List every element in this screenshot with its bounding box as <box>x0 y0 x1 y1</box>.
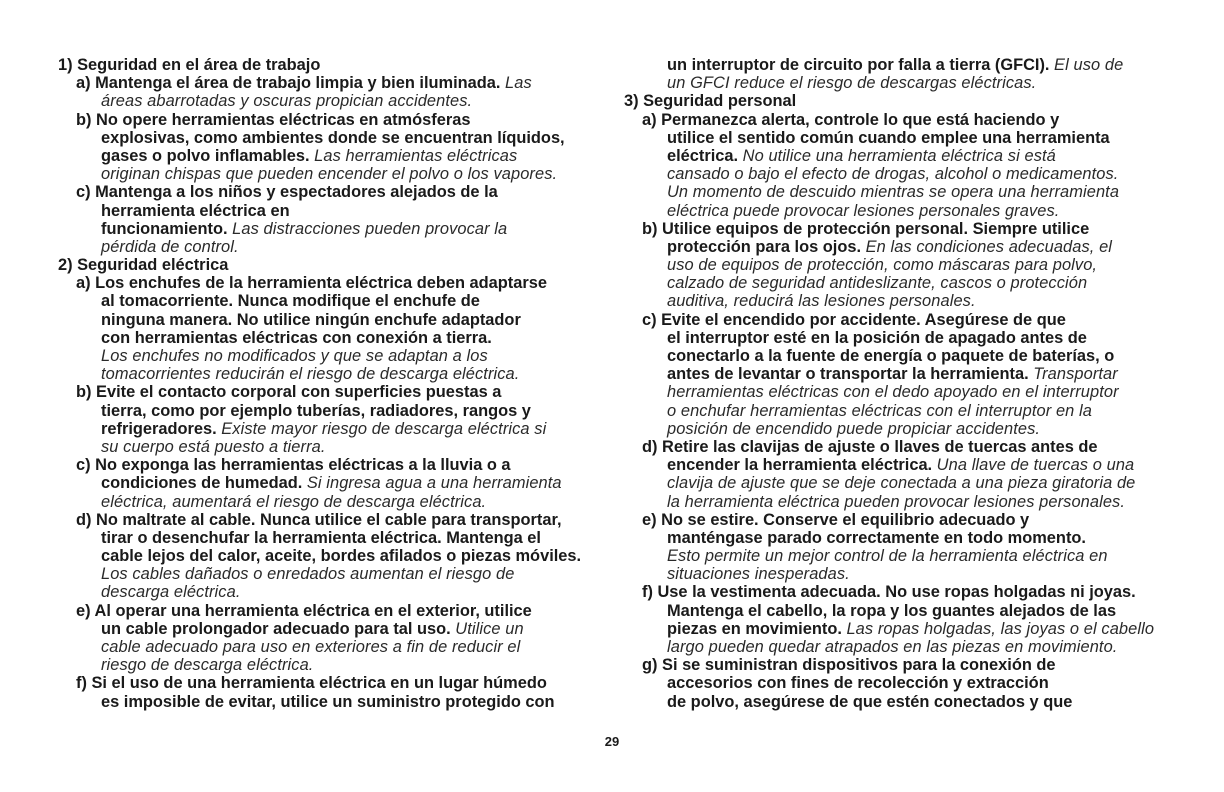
italic-text: situaciones inesperadas. <box>667 565 850 584</box>
text-line <box>58 620 618 638</box>
text-line <box>624 311 1184 329</box>
text-line <box>58 474 618 492</box>
text-line <box>58 183 618 201</box>
text-line <box>58 565 618 583</box>
text-line <box>624 547 1184 565</box>
bold-text: antes de levantar o transportar la herramienta. <box>667 365 1034 384</box>
bold-text: f) Si el uso de una herramienta eléctrica en un lugar húmedo <box>76 674 547 693</box>
bold-text: a) Los enchufes de la herramienta eléctrica deben adaptarse <box>76 274 547 293</box>
bold-text: b) Utilice equipos de protección personal. Siempre utilice <box>642 219 1090 238</box>
text-line <box>624 183 1184 201</box>
bold-text: Mantenga el cabello, la ropa y los guantes alejados de las <box>667 601 1117 620</box>
text-line <box>58 493 618 511</box>
bold-text: accesorios con fines de recolección y extracción <box>667 674 1049 693</box>
text-line <box>624 565 1184 583</box>
text-line <box>58 583 618 601</box>
italic-text: originan chispas que pueden encender el polvo o los vapores. <box>101 165 558 184</box>
italic-text: calzado de seguridad antideslizante, cascos o protección <box>667 274 1088 293</box>
italic-text: Las <box>505 74 532 93</box>
text-line <box>58 129 618 147</box>
bold-text: encender la herramienta eléctrica. <box>667 456 937 475</box>
bold-text: herramienta eléctrica en <box>101 201 290 220</box>
bold-text: al tomacorriente. Nunca modifique el enchufe de <box>101 292 480 311</box>
italic-text: Existe mayor riesgo de descarga eléctrica si <box>221 419 547 438</box>
page-number: 29 <box>604 734 620 749</box>
bold-text: cable lejos del calor, aceite, bordes afilados o piezas móviles. <box>101 547 582 566</box>
bold-text: el interruptor esté en la posición de apagado antes de <box>667 328 1087 347</box>
bold-text: d) No maltrate al cable. Nunca utilice el cable para transportar, <box>76 510 562 529</box>
bold-text: un cable prolongador adecuado para tal uso. <box>101 619 456 638</box>
bold-text: es imposible de evitar, utilice un suministro protegido con <box>101 692 555 711</box>
text-line <box>58 56 618 74</box>
text-line <box>624 474 1184 492</box>
text-line <box>624 602 1184 620</box>
text-line <box>58 202 618 220</box>
bold-text: g) Si se suministran dispositivos para la conexión de <box>642 656 1056 675</box>
bold-text: 2) Seguridad eléctrica <box>58 256 229 275</box>
text-line <box>58 147 618 165</box>
italic-text: cable adecuado para uso en exteriores a fin de reducir el <box>101 638 521 656</box>
bold-text: c) No exponga las herramientas eléctricas a la lluvia o a <box>76 456 511 475</box>
bold-text: tirar o desenchufar la herramienta eléctrica. Mantenga el <box>101 528 541 547</box>
bold-text: c) Evite el encendido por accidente. Asegúrese de que <box>642 310 1066 329</box>
text-line <box>624 347 1184 365</box>
italic-text: Si ingresa agua a una herramienta <box>306 474 562 493</box>
bold-text: condiciones de humedad. <box>101 474 307 493</box>
italic-text: Los enchufes no modificados y que se adaptan a los <box>101 347 488 365</box>
bold-text: de polvo, asegúrese de que estén conectados y que <box>667 692 1073 711</box>
text-line <box>58 438 618 456</box>
text-line <box>624 220 1184 238</box>
text-line <box>624 74 1184 92</box>
bold-text: refrigeradores. <box>101 419 222 438</box>
text-line <box>58 456 618 474</box>
italic-text: cansado o bajo el efecto de drogas, alcohol o medicamentos. <box>667 165 1119 184</box>
italic-text: clavija de ajuste que se deje conectada a una pieza giratoria de <box>667 474 1136 493</box>
text-line <box>624 456 1184 474</box>
bold-text: eléctrica. <box>667 146 743 165</box>
text-line <box>624 365 1184 383</box>
text-line <box>624 92 1184 110</box>
text-line <box>58 420 618 438</box>
text-line <box>58 602 618 620</box>
bold-text: piezas en movimiento. <box>667 619 847 638</box>
text-line <box>624 438 1184 456</box>
bold-text: protección para los ojos. <box>667 237 866 256</box>
text-line <box>624 583 1184 601</box>
italic-text: pérdida de control. <box>101 237 239 256</box>
text-line <box>58 638 618 656</box>
bold-text: d) Retire las clavijas de ajuste o llaves de tuercas antes de <box>642 437 1098 456</box>
bold-text: 3) Seguridad personal <box>624 92 797 111</box>
right-column <box>624 56 1184 711</box>
bold-text: tierra, como por ejemplo tuberías, radiadores, rangos y <box>101 401 531 420</box>
text-line <box>624 56 1184 74</box>
italic-text: riesgo de descarga eléctrica. <box>101 656 314 675</box>
text-line <box>58 292 618 310</box>
italic-text: tomacorrientes reducirán el riesgo de descarga eléctrica. <box>101 365 520 384</box>
text-line <box>624 674 1184 692</box>
text-line <box>58 274 618 292</box>
text-line <box>58 656 618 674</box>
italic-text: Las ropas holgadas, las joyas o el cabello <box>846 619 1155 638</box>
text-line <box>58 220 618 238</box>
text-line <box>58 238 618 256</box>
text-line <box>624 493 1184 511</box>
italic-text: Esto permite un mejor control de la herramienta eléctrica en <box>667 547 1108 566</box>
text-line <box>58 529 618 547</box>
text-line <box>624 656 1184 674</box>
italic-text: Las herramientas eléctricas <box>314 146 518 165</box>
italic-text: Utilice un <box>455 619 524 638</box>
italic-text: Una llave de tuercas o una <box>936 456 1135 475</box>
italic-text: El uso de <box>1054 56 1124 74</box>
text-line <box>624 620 1184 638</box>
text-line <box>624 202 1184 220</box>
text-line <box>624 529 1184 547</box>
text-line <box>58 329 618 347</box>
bold-text: conectarlo a la fuente de energía o paquete de baterías, o <box>667 347 1115 365</box>
bold-text: e) Al operar una herramienta eléctrica en el exterior, utilice <box>76 601 532 620</box>
text-line <box>624 147 1184 165</box>
italic-text: áreas abarrotadas y oscuras propician accidentes. <box>101 92 473 111</box>
bold-text: un interruptor de circuito por falla a tierra (GFCI). <box>667 56 1055 74</box>
bold-text: manténgase parado correctamente en todo momento. <box>667 528 1086 547</box>
bold-text: utilice el sentido común cuando emplee una herramienta <box>667 128 1110 147</box>
italic-text: eléctrica, aumentará el riesgo de descarga eléctrica. <box>101 492 487 511</box>
bold-text: b) No opere herramientas eléctricas en atmósferas <box>76 110 471 129</box>
text-line <box>624 693 1184 711</box>
text-line <box>624 238 1184 256</box>
bold-text: a) Permanezca alerta, controle lo que está haciendo y <box>642 110 1060 129</box>
italic-text: No utilice una herramienta eléctrica si está <box>742 146 1056 165</box>
italic-text: En las condiciones adecuadas, el <box>865 237 1113 256</box>
text-line <box>58 383 618 401</box>
italic-text: uso de equipos de protección, como máscaras para polvo, <box>667 256 1098 275</box>
text-line <box>624 165 1184 183</box>
text-line <box>58 674 618 692</box>
text-line <box>58 92 618 110</box>
bold-text: explosivas, como ambientes donde se encuentran líquidos, <box>101 128 565 147</box>
text-line <box>624 420 1184 438</box>
italic-text: posición de encendido puede propiciar accidentes. <box>667 419 1041 438</box>
bold-text: b) Evite el contacto corporal con superficies puestas a <box>76 383 502 402</box>
italic-text: Un momento de descuido mientras se opera una herramienta <box>667 183 1120 202</box>
bold-text: ninguna manera. No utilice ningún enchufe adaptador <box>101 310 521 329</box>
text-line <box>624 111 1184 129</box>
text-line <box>58 74 618 92</box>
text-line <box>58 165 618 183</box>
italic-text: descarga eléctrica. <box>101 583 241 602</box>
text-line <box>624 329 1184 347</box>
bold-text: f) Use la vestimenta adecuada. No use ropas holgadas ni joyas. <box>642 583 1136 602</box>
bold-text: gases o polvo inflamables. <box>101 146 315 165</box>
text-line <box>58 547 618 565</box>
bold-text: funcionamiento. <box>101 219 233 238</box>
text-line <box>58 311 618 329</box>
text-line <box>58 511 618 529</box>
italic-text: Las distracciones pueden provocar la <box>232 219 508 238</box>
text-line <box>58 111 618 129</box>
italic-text: Los cables dañados o enredados aumentan el riesgo de <box>101 565 515 584</box>
italic-text: Transportar <box>1033 365 1118 384</box>
italic-text: la herramienta eléctrica pueden provocar lesiones personales. <box>667 492 1126 511</box>
text-line <box>58 256 618 274</box>
text-line <box>624 511 1184 529</box>
text-line <box>624 292 1184 310</box>
italic-text: herramientas eléctricas con el dedo apoyado en el interruptor <box>667 383 1119 402</box>
italic-text: eléctrica puede provocar lesiones personales graves. <box>667 201 1060 220</box>
text-line <box>624 638 1184 656</box>
bold-text: a) Mantenga el área de trabajo limpia y bien iluminada. <box>76 74 506 93</box>
text-line <box>624 383 1184 401</box>
bold-text: con herramientas eléctricas con conexión a tierra. <box>101 328 492 347</box>
text-line <box>58 402 618 420</box>
text-line <box>624 402 1184 420</box>
text-line <box>624 129 1184 147</box>
text-line <box>58 365 618 383</box>
italic-text: un GFCI reduce el riesgo de descargas eléctricas. <box>667 74 1037 93</box>
bold-text: 1) Seguridad en el área de trabajo <box>58 56 321 74</box>
left-column <box>58 56 618 711</box>
italic-text: o enchufar herramientas eléctricas con el interruptor en la <box>667 401 1092 420</box>
text-line <box>624 256 1184 274</box>
bold-text: e) No se estire. Conserve el equilibrio adecuado y <box>642 510 1030 529</box>
italic-text: su cuerpo está puesto a tierra. <box>101 437 326 456</box>
text-line <box>624 274 1184 292</box>
bold-text: c) Mantenga a los niños y espectadores alejados de la <box>76 183 498 202</box>
italic-text: largo pueden quedar atrapados en las piezas en movimiento. <box>667 638 1118 656</box>
italic-text: auditiva, reducirá las lesiones personales. <box>667 292 976 311</box>
text-line <box>58 347 618 365</box>
text-line <box>58 693 618 711</box>
